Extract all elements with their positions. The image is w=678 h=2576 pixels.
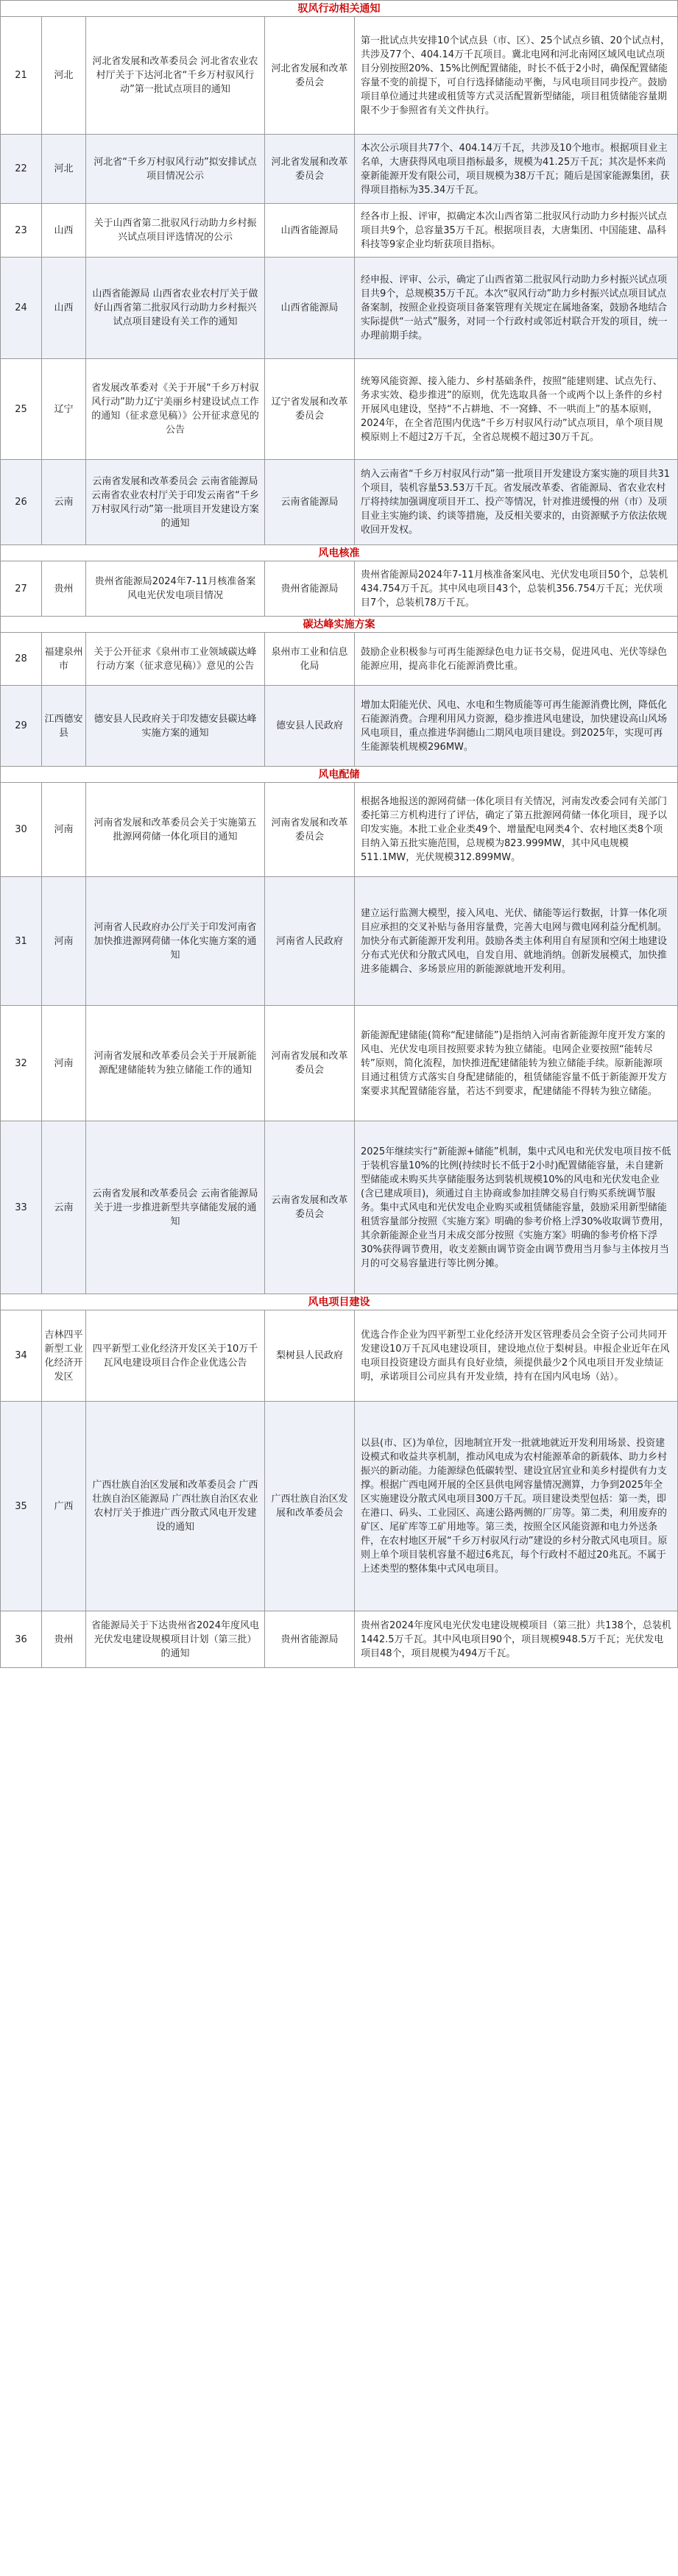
row-content-text: 经各市上报、评审，拟确定本次山西省第二批驭风行动助力乡村振兴试点项目共9个，总容量35万千瓦。根据项目表，大唐集团、中国能建、晶科科技等9家企业均斩获项目指标。 (361, 210, 668, 250)
row-document-name (86, 359, 265, 459)
row-department-text: 广西壮族自治区发展和改革委员会 (271, 1494, 348, 1519)
row-department-text: 山西省能源局 (280, 302, 339, 313)
row-department (265, 204, 355, 257)
row-document-name (86, 1402, 265, 1611)
row-number-text: 25 (15, 403, 27, 415)
row-document-name (86, 460, 265, 544)
row-number (1, 1402, 42, 1611)
row-number (1, 1310, 42, 1401)
row-content-text: 建立运行监测大模型，接入风电、光伏、储能等运行数据，计算一体化项目应承担的交叉补贴与备用容量费，完善大电网与微电网利益分配机制。加快分布式新能源开发利用。鼓励各类主体利用自有屋顶和空闲土地建设分布式光伏和分散式风电，自发自用、就地消纳。创新发展模式，加快推进多能耦合、多场景应用的新能源就地开发利用。 (361, 907, 668, 975)
row-document-name-text: 河南省人民政府办公厅关于印发河南省加快推进源网荷储一体化实施方案的通知 (93, 921, 257, 961)
row-department-text: 山西省能源局 (280, 224, 339, 236)
row-department-text: 河北省发展和改革委员会 (271, 156, 348, 182)
row-region (42, 359, 86, 459)
row-document-name-text: 河北省“千乡万村驭风行动”拟安排试点项目情况公示 (93, 156, 257, 182)
row-document-name (86, 561, 265, 616)
row-content-text: 贵州省2024年度风电光伏发电建设规模项目（第三批）共138个，总装机1442.5万千瓦。其中风电项目90个，项目规模948.5万千瓦；光伏发电项目48个，项目规模为494万千瓦。 (361, 1619, 671, 1659)
row-document-name-text: 广西壮族自治区发展和改革委员会 广西壮族自治区能源局 广西壮族自治区农业农村厅关于推进广西分散式风电开发建设的通知 (92, 1480, 258, 1533)
row-number (1, 1006, 42, 1121)
row-department-text: 河南省发展和改革委员会 (271, 817, 348, 842)
row-content (355, 783, 678, 876)
row-number-text: 24 (15, 302, 27, 313)
row-document-name (86, 258, 265, 358)
section-header: 驭风行动相关通知 (0, 1, 678, 17)
row-department (265, 633, 355, 685)
section-header: 碳达峰实施方案 (0, 617, 678, 633)
row-number-text: 33 (15, 1202, 27, 1213)
row-region (42, 633, 86, 685)
row-document-name (86, 877, 265, 1005)
row-region (42, 1310, 86, 1401)
row-content-text: 2025年继续实行“新能源+储能”机制，集中式风电和光伏发电项目按不低于装机容量10%的比例(持续时长不低于2小时)配置储能容量，未自建新型储能或未购买共享储能服务达到装机规模10%的风电和光伏发电企业(含已建成项目)，须通过自主协商或参加挂牌交易自行购买系统调节服务。集中式风电和光伏发电企业购买或租赁储能容量，鼓励采用新型储能租赁容量部分按照《实施方案》明确的参考价格上浮30%收取调节费用，其余新能源企业当月未成交部分按照《实施方案》明确的参考价格下浮30%获得调节费用，收支差额由调节资金由调节费用当月参与主体按月当月的可交易容量进行等比例分摊。 (361, 1146, 671, 1269)
row-document-name (86, 135, 265, 203)
row-document-name-text: 河南省发展和改革委员会关于实施第五批源网荷储一体化项目的通知 (93, 817, 257, 842)
row-region-text: 河南 (54, 935, 74, 947)
row-document-name-text: 云南省发展和改革委员会 云南省能源局关于进一步推进新型共享储能发展的通知 (92, 1188, 258, 1227)
row-document-name-text: 省发展改革委对《关于开展“千乡万村驭风行动”助力辽宁美丽乡村建设试点工作的通知（征求意见稿）》公开征求意见的公告 (91, 383, 259, 436)
row-document-name-text: 贵州省能源局2024年7-11月核准备案风电光伏发电项目情况 (94, 576, 256, 601)
row-department (265, 686, 355, 766)
row-number-text: 36 (15, 1633, 27, 1645)
row-number (1, 17, 42, 134)
table-row (0, 686, 678, 767)
row-document-name (86, 17, 265, 134)
table-row (0, 633, 678, 686)
row-number-text: 23 (15, 224, 27, 236)
row-region-text: 贵州 (54, 583, 74, 595)
row-number-text: 30 (15, 824, 27, 835)
row-content-text: 纳入云南省“千乡万村驭风行动”第一批项目开发建设方案实施的项目共31个项目，装机容量53.53万千瓦。省发展改革委、省能源局、省农业农村厅将持续加强调度项目开工、投产等情况，针对推进缓慢的州（市）及项目业主实施约谈、约谈等措施，及反相关要求的，由资源赋予方依法依规收回开发权。 (361, 469, 671, 536)
row-content-text: 根据各地报送的源网荷储一体化项目有关情况，河南发改委会同有关部门委托第三方机构进行了评估，确定了第五批源网荷储一体化项目，现予以印发实施。本批工业企业类49个、增量配电网类4个、农村地区类8个项目纳入第五批实施范围，总规模为823.999MW，其中风电规模511.1MW，光伏规模312.899MW。 (361, 796, 668, 863)
row-region-text: 山西 (54, 224, 74, 236)
row-document-name-text: 云南省发展和改革委员会 云南省能源局 云南省农业农村厅关于印发云南省“千乡万村驭风行动”第一批项目开发建设方案的通知 (91, 475, 259, 529)
row-content (355, 633, 678, 685)
row-document-name (86, 1611, 265, 1667)
table-row (0, 877, 678, 1006)
row-content (355, 1006, 678, 1121)
row-number-text: 26 (15, 497, 27, 508)
table-row (0, 204, 678, 258)
row-document-name (86, 1310, 265, 1401)
row-department-text: 泉州市工业和信息化局 (271, 646, 348, 672)
row-number (1, 204, 42, 257)
row-department (265, 1611, 355, 1667)
row-number (1, 460, 42, 544)
row-number-text: 35 (15, 1500, 27, 1512)
row-number (1, 783, 42, 876)
row-region-text: 吉林四平新型工业化经济开发区 (44, 1329, 83, 1383)
row-region-text: 河南 (54, 824, 74, 835)
table-row (0, 460, 678, 545)
row-region (42, 460, 86, 544)
row-region-text: 江西德安县 (44, 713, 83, 739)
row-content-text: 第一批试点共安排10个试点县（市、区）、25个试点乡镇、20个试点村，共涉及77个、404.14万千瓦项目。冀北电网和河北南网区域风电试点项目分别按照20%、15%比例配置储能，时长不低于2小时，确保配置储能容量不变的前提下，可自行选择储能动平衡，与风电项目同步投产。鼓励项目单位通过共建或租赁等方式灵活配置新型储能，项目租赁储能容量期限不少于参照省有关文件执行。 (361, 35, 671, 116)
row-document-name (86, 783, 265, 876)
row-region (42, 783, 86, 876)
row-document-name-text: 关于山西省第二批驭风行动助力乡村振兴试点项目评选情况的公示 (93, 218, 257, 243)
row-department-text: 河北省发展和改革委员会 (271, 63, 348, 88)
row-number (1, 686, 42, 766)
row-department-text: 河南省人民政府 (275, 935, 343, 947)
row-number-text: 29 (15, 720, 27, 731)
row-document-name (86, 686, 265, 766)
row-region (42, 561, 86, 616)
row-content-text: 鼓励企业积极参与可再生能源绿色电力证书交易，促进风电、光伏等绿色能源应用，提高非化石能源消费比重。 (361, 646, 668, 672)
table-row (0, 561, 678, 617)
row-department-text: 贵州省能源局 (280, 583, 339, 595)
row-number (1, 561, 42, 616)
row-content (355, 135, 678, 203)
row-department (265, 460, 355, 544)
row-document-name-text: 关于公开征求《泉州市工业领域碳达峰行动方案（征求意见稿）》意见的公告 (93, 646, 257, 672)
table-row (0, 1006, 678, 1121)
row-content (355, 460, 678, 544)
row-document-name (86, 1006, 265, 1121)
row-department (265, 561, 355, 616)
row-document-name (86, 204, 265, 257)
row-department (265, 877, 355, 1005)
row-document-name-text: 德安县人民政府关于印发德安县碳达峰实施方案的通知 (93, 713, 257, 739)
row-region (42, 1611, 86, 1667)
row-content-text: 本次公示项目共77个、404.14万千瓦，共涉及10个地市。根据项目业主名单，大唐获得风电项目指标最多，规模为41.25万千瓦；其次是怀来尚豪新能源开发有限公司，项目规模为38万千瓦；随后是国家能源集团，获得项目指标为35.34万千瓦。 (361, 142, 670, 196)
section-header: 风电核准 (0, 545, 678, 561)
row-content (355, 1121, 678, 1294)
table-row (0, 783, 678, 877)
row-region-text: 山西 (54, 302, 74, 313)
row-department (265, 17, 355, 134)
row-content (355, 877, 678, 1005)
row-region-text: 福建泉州市 (44, 646, 83, 672)
row-region (42, 1006, 86, 1121)
row-region (42, 204, 86, 257)
table-row (0, 1611, 678, 1668)
row-department (265, 359, 355, 459)
row-number-text: 27 (15, 583, 27, 595)
row-content-text: 增加太阳能光伏、风电、水电和生物质能等可再生能源消费比例，降低化石能源消费。合理利用风力资源，稳步推进风电建设，加快建设高山风场风电项目，重点推进华润德山二期风电项目建设。到2025年，实现可再生能源装机规模296MW。 (361, 699, 668, 753)
row-content (355, 561, 678, 616)
row-region-text: 贵州 (54, 1633, 74, 1645)
row-region (42, 686, 86, 766)
row-department-text: 贵州省能源局 (280, 1633, 339, 1645)
row-department (265, 1121, 355, 1294)
row-content-text: 经申报、评审、公示，确定了山西省第二批驭风行动助力乡村振兴试点项目共9个，总规模35万千瓦。本次“驭风行动”助力乡村振兴试点项目试点备案制，按照企业投资项目备案管理有关规定在属地备案，鼓励各地结合实际提供“一站式”服务，对同一个行政村或邻近村联合开发的项目，统一办理前期手续。 (361, 274, 668, 341)
row-document-name-text: 河南省发展和改革委员会关于开展新能源配建储能转为独立储能工作的通知 (93, 1051, 257, 1076)
row-document-name-text: 山西省能源局 山西省农业农村厅关于做好山西省第二批驭风行动助力乡村振兴试点项目建设有关工作的通知 (92, 288, 258, 327)
row-content-text: 贵州省能源局2024年7-11月核准备案风电、光伏发电项目50个，总装机434.754万千瓦。其中风电项目43个，总装机356.754万千瓦；光伏项目7个，总装机78万千瓦。 (361, 569, 668, 608)
row-number (1, 1611, 42, 1667)
row-number (1, 877, 42, 1005)
row-number-text: 28 (15, 653, 27, 664)
row-department-text: 德安县人民政府 (275, 720, 343, 731)
table-row (0, 359, 678, 460)
row-region-text: 广西 (54, 1500, 74, 1512)
section-header: 风电配储 (0, 767, 678, 783)
row-document-name-text: 省能源局关于下达贵州省2024年度风电光伏发电建设规模项目计划（第三批）的通知 (91, 1619, 260, 1659)
row-region (42, 258, 86, 358)
table-row (0, 17, 678, 135)
row-content (355, 204, 678, 257)
row-number (1, 258, 42, 358)
row-region-text: 河北 (54, 70, 74, 81)
row-region (42, 135, 86, 203)
row-department-text: 云南省发展和改革委员会 (271, 1195, 348, 1220)
row-document-name-text: 四平新型工业化经济开发区关于10万千瓦风电建设项目合作企业优选公告 (92, 1343, 258, 1369)
row-number-text: 34 (15, 1350, 27, 1361)
row-department (265, 1310, 355, 1401)
row-region-text: 云南 (54, 497, 74, 508)
section-header: 风电项目建设 (0, 1294, 678, 1310)
row-department (265, 1006, 355, 1121)
row-content (355, 258, 678, 358)
row-number-text: 31 (15, 935, 27, 947)
row-department (265, 783, 355, 876)
row-content (355, 359, 678, 459)
row-region (42, 17, 86, 134)
row-content-text: 以县(市、区)为单位，因地制宜开发一批就地就近开发利用场景、投资建设模式和收益共享机制，推动风电成为农村能源革命的新载体、助力乡村振兴的新动能。力能源绿色低碳转型、建设宜居宜业和美乡村提供有力支撑。根据广西电网开展的全区县供电网容量情况测算，力争到2025年全区实施建设分散式风电项目300万千瓦。项目建设类型包括：第一类，即在港口、码头、工业园区、高速公路两侧的厂房等。第二类，利用废弃的矿区、尾矿库等工矿用地等。第三类，按照全区风能资源和电力外送条件，在农村地区开展“千乡万村驭风行动”建设的乡村分散式风电项目。原则上单个项目装机容量不超过6兆瓦，每个行政村不超过20兆瓦。不属于上述类型的整体集中式风电项目。 (361, 1438, 668, 1575)
row-content (355, 1611, 678, 1667)
row-region-text: 辽宁 (54, 403, 74, 415)
table-row (0, 258, 678, 359)
row-region (42, 877, 86, 1005)
row-content (355, 17, 678, 134)
row-number (1, 135, 42, 203)
table-row (0, 135, 678, 204)
table-row (0, 1310, 678, 1402)
row-department-text: 辽宁省发展和改革委员会 (271, 397, 348, 422)
row-region (42, 1402, 86, 1611)
row-content (355, 686, 678, 766)
row-department (265, 258, 355, 358)
row-content (355, 1310, 678, 1401)
row-number-text: 32 (15, 1057, 27, 1069)
row-department (265, 135, 355, 203)
row-department (265, 1402, 355, 1611)
row-document-name-text: 河北省发展和改革委员会 河北省农业农村厅关于下达河北省“千乡万村驭风行动”第一批试点项目的通知 (92, 56, 258, 95)
row-document-name (86, 633, 265, 685)
row-department-text: 河南省发展和改革委员会 (271, 1051, 348, 1076)
row-number (1, 1121, 42, 1294)
row-region-text: 河南 (54, 1057, 74, 1069)
row-number (1, 633, 42, 685)
row-region-text: 河北 (54, 163, 74, 174)
row-number-text: 21 (15, 70, 27, 81)
table-row (0, 1121, 678, 1294)
row-content-text: 统筹风能资源、接入能力、乡村基础条件，按照“能建则建、试点先行、务求实效、稳步推进”的原则，优先选取具备一个或两个以上条件的乡村开展风电建设，坚持“不占耕地、不一窝蜂、不一哄而上”的基本原则，2024年，在全省范围内优选“千乡万村驭风行动”试点项目，单个项目规模原则上不超过2万千瓦，全省总规模不超过30万千瓦。 (361, 375, 663, 443)
row-department-text: 云南省能源局 (280, 497, 339, 508)
row-content (355, 1402, 678, 1611)
row-content-text: 优选合作企业为四平新型工业化经济开发区管理委员会全资子公司共同开发建设10万千瓦风电建设项目，建设地点位于梨树县。申报企业近年在风电项目投资建设方面具有良好业绩，须提供最少2个风电项目开发业绩证明，承诺项目公司应具有开发业绩，持有在国内风电场（站）。 (361, 1329, 670, 1383)
row-number-text: 22 (15, 163, 27, 174)
table-row (0, 1402, 678, 1611)
row-region (42, 1121, 86, 1294)
row-region-text: 云南 (54, 1202, 74, 1213)
row-content-text: 新能源配建储能(简称“配建储能”)是指纳入河南省新能源年度开发方案的风电、光伏发电项目按照要求转为独立储能。电网企业要按照“能转尽转”原则，简化流程，加快推进配建储能转为独立储能手续。原新能源项目通过租赁方式落实自身配建储能的，租赁储能容量不低于新能源开发方案要求其配置储能容量，若达不到要求，配建储能不得转为独立储能。 (361, 1029, 668, 1097)
row-document-name (86, 1121, 265, 1294)
row-department-text: 梨树县人民政府 (275, 1350, 343, 1361)
row-number (1, 359, 42, 459)
